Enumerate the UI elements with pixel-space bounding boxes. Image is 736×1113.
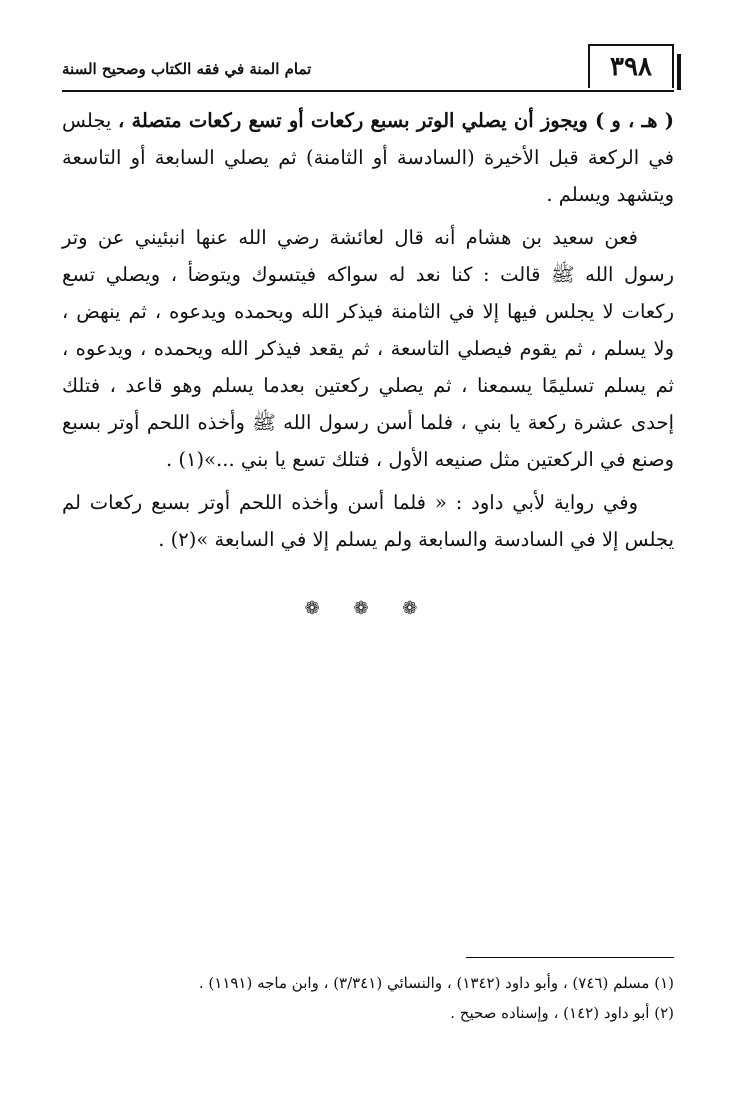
page-number-text: ٣٩٨ [610,52,652,82]
header-rule [62,90,674,92]
paragraph-hadith-aisha: فعن سعيد بن هشام أنه قال لعائشة رضي الله عنها انبئيني عن وتر رسول الله ﷺ قالت : كنا نعد له سواكه فيتسوك ويتوضأ ، ويصلي تسع ركعات لا يجلس فيها إلا في الثامنة فيذكر الله ويحمده ويدعوه ، ثم ينهض ، ولا يسلم ، ثم يقوم فيصلي التاسعة ، ثم يقعد فيذكر الله ويحمده ، ويدعوه ، ثم يسلم تسليمًا يسمعنا ، ثم يصلي ركعتين بعدما يسلم وهو قاعد ، فتلك إحدى عشرة ركعة يا بني ، فلما أسن رسول الله ﷺ وأخذه اللحم أوتر بسبع وصنع في الركعتين مثل صنيعه الأول ، فتلك تسع يا بني ...»(١) . [62,226,674,471]
paragraph-ruling [62,102,674,213]
footnote-2: (٢) أبو داود (١٤٢) ، وإسناده صحيح . [450,1004,674,1022]
footnote-rule [466,957,674,958]
section-ornament: ❁ ❁ ❁ [304,598,432,619]
footnotes [62,968,674,1028]
ruling-heading: ( هـ ، و ) ويجوز أن يصلي الوتر بسبع ركعات أو تسع ركعات متصلة ، [117,109,674,132]
page-number [588,44,674,88]
footnote-1: (١) مسلم (٧٤٦) ، وأبو داود (١٣٤٢) ، والنسائي (٣/٣٤١) ، وابن ماجه (١١٩١) . [198,974,674,992]
paragraph-abu-dawud: وفي رواية لأبي داود : « فلما أسن وأخذه اللحم أوتر بسبع ركعات لم يجلس إلا في السادسة والسابعة ولم يسلم إلا في السابعة »(٢) . [62,491,674,551]
running-title [62,60,382,78]
main-text [62,102,674,558]
ruling-text: يجلس في الركعة قبل الأخيرة (السادسة أو الثامنة) ثم يصلي السابعة أو التاسعة ويتشهد ويسلم . [62,109,674,206]
running-title-text: تمام المنة في فقه الكتاب وصحيح السنة [62,60,312,78]
